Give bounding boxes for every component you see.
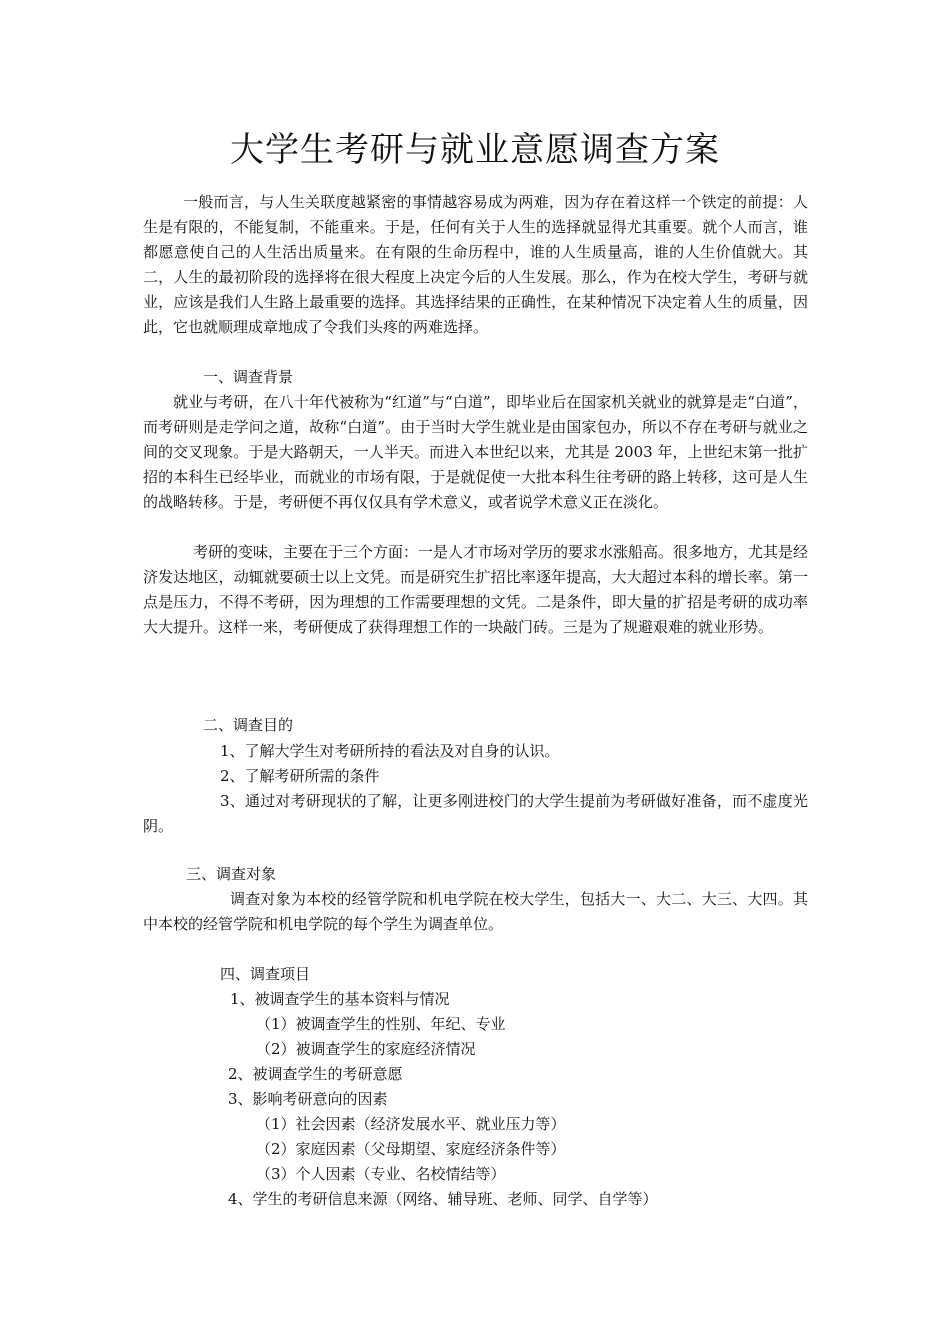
items-item-2: 2、被调查学生的考研意愿 xyxy=(228,1065,403,1083)
section-heading-items: 四、调查项目 xyxy=(220,965,311,983)
purpose-item-2: 2、了解考研所需的条件 xyxy=(220,767,380,785)
purpose-item-3: 3、通过对考研现状的了解，让更多刚进校门的大学生提前为考研做好准备，而不虚度光阴。 xyxy=(143,792,808,835)
background-paragraph-1: 就业与考研，在八十年代被称为“红道”与“白道”，即毕业后在国家机关就业的就算是走“白道”，而考研则是走学问之道，故称“白道”。由于当时大学生就业是由国家包办，所以不存在考研与就业之间的交叉现象。于是大路朝天，一人半天。而进入本世纪以来，尤其是 2003 年，上世纪末第一批扩招的本科生已经毕业，而就业的市场有限，于是就促使一大批本科生往考研的路上转移，这可是人生的战略转移。于是，考研便不再仅仅具有学术意义，或者说学术意义正在淡化。 xyxy=(143,393,808,511)
items-item-1-sub-2: （2）被调查学生的家庭经济情况 xyxy=(256,1040,476,1058)
document-title: 大学生考研与就业意愿调查方案 xyxy=(230,130,720,170)
subjects-paragraph: 调查对象为本校的经管学院和机电学院在校大学生，包括大一、大二、大三、大四。其中本校的经管学院和机电学院的每个学生为调查单位。 xyxy=(143,890,808,933)
items-item-3-sub-2: （2）家庭因素（父母期望、家庭经济条件等） xyxy=(256,1140,566,1158)
items-item-1-sub-1: （1）被调查学生的性别、年纪、专业 xyxy=(256,1015,506,1033)
items-item-1: 1、被调查学生的基本资料与情况 xyxy=(230,990,450,1008)
section-heading-purpose: 二、调查目的 xyxy=(203,716,294,734)
items-item-4: 4、学生的考研信息来源（网络、辅导班、老师、同学、自学等） xyxy=(228,1190,658,1208)
items-item-3-sub-3: （3）个人因素（专业、名校情结等） xyxy=(256,1165,506,1183)
items-item-3: 3、影响考研意向的因素 xyxy=(228,1090,388,1108)
purpose-item-1: 1、了解大学生对考研所持的看法及对自身的认识。 xyxy=(220,742,560,760)
background-paragraph-2: 考研的变味，主要在于三个方面：一是人才市场对学历的要求水涨船高。很多地方，尤其是经济发达地区，动辄就要硕士以上文凭。而是研究生扩招比率逐年提高，大大超过本科的增长率。第一点是压力，不得不考研，因为理想的工作需要理想的文凭。二是条件，即大量的扩招是考研的成功率大大提升。这样一来，考研便成了获得理想工作的一块敲门砖。三是为了规避艰难的就业形势。 xyxy=(143,543,809,636)
intro-paragraph: 一般而言，与人生关联度越紧密的事情越容易成为两难，因为存在着这样一个铁定的前提：人生是有限的，不能复制，不能重来。于是，任何有关于人生的选择就显得尤其重要。就个人而言，谁都愿意使自己的人生活出质量来。在有限的生命历程中，谁的人生质量高，谁的人生价值就大。其二，人生的最初阶段的选择将在很大程度上决定今后的人生发展。那么，作为在校大学生，考研与就业，应该是我们人生路上最重要的选择。其选择结果的正确性，在某种情况下决定着人生的质量，因此，它也就顺理成章地成了令我们头疼的两难选择。 xyxy=(143,193,808,336)
section-heading-subjects: 三、调查对象 xyxy=(186,865,277,883)
items-item-3-sub-1: （1）社会因素（经济发展水平、就业压力等） xyxy=(256,1115,566,1133)
section-heading-background: 一、调查背景 xyxy=(203,368,294,386)
